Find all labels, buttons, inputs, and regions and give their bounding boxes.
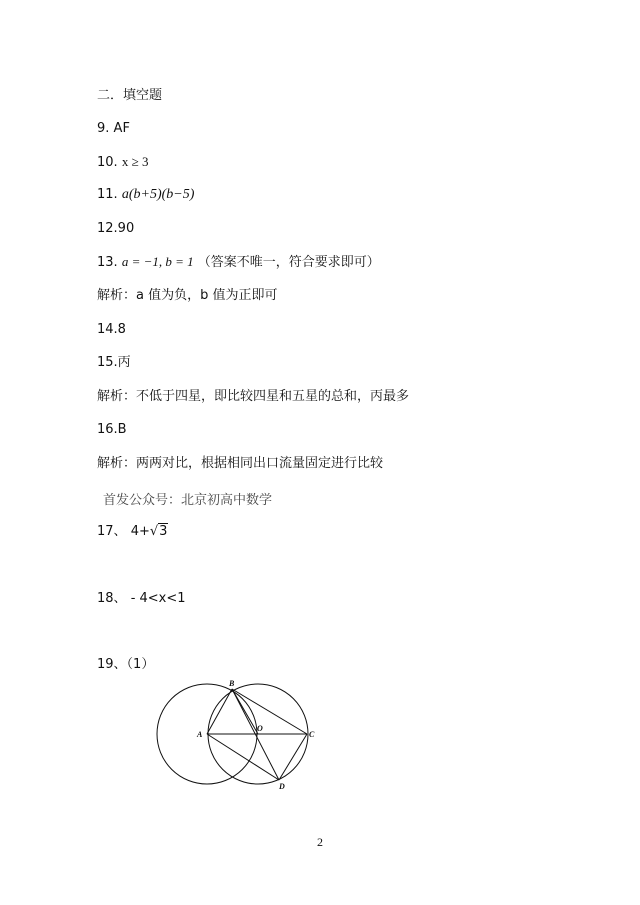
answer-9-number: 9. [97,121,110,136]
answer-15: 15.丙 [97,355,131,370]
answer-15-analysis: 解析：不低于四星，即比较四星和五星的总和，丙最多 [97,389,410,404]
answer-10-value: x ≥ 3 [121,154,149,169]
sqrt-symbol: √3 [149,524,168,539]
segment-ab [207,689,232,734]
label-c: C [309,730,315,739]
answer-11-number: 11. [97,187,118,202]
watermark-text: 首发公众号：北京初高中数学 [103,492,273,507]
answer-13-note: （答案不唯一，符合要求即可） [197,255,380,270]
answer-13 [97,253,380,272]
answer-17-radicand: 3 [159,524,168,539]
answer-16: 16.B [97,422,127,437]
answer-18 [97,590,186,608]
label-o: O [257,724,263,733]
answer-13-analysis: 解析：a 值为负，b 值为正即可 [97,288,278,303]
answer-10-number: 10. [97,155,118,170]
answer-19-part: （1） [126,657,155,672]
section-title: 二．填空题 [97,88,163,103]
answer-16-analysis: 解析：两两对比，根据相同出口流量固定进行比较 [97,456,384,471]
answer-9-value: AF [113,121,130,136]
page-number: 2 [317,835,323,849]
answer-19 [97,656,154,674]
answer-14: 14.8 [97,322,126,337]
answer-12: 12.90 [97,221,135,236]
answer-18-value: - 4<x<1 [130,591,186,606]
answer-19-number: 19、 [97,657,127,672]
geometry-figure [150,678,340,818]
label-a: A [197,730,203,739]
label-d: D [279,782,285,791]
answer-13-number: 13. [97,255,118,270]
answer-11-value: a(b+5)(b−5) [121,187,195,202]
answer-17 [97,523,168,541]
answer-11 [97,186,194,204]
answer-18-number: 18、 [97,591,127,606]
segment-ad [207,734,279,780]
answer-17-number: 17、 [97,524,127,539]
answer-10 [97,153,148,172]
answer-17-prefix: 4+ [130,524,150,539]
answer-13-value: a = −1, b = 1 [121,254,194,269]
answer-9 [97,120,130,138]
label-b: B [229,679,235,688]
